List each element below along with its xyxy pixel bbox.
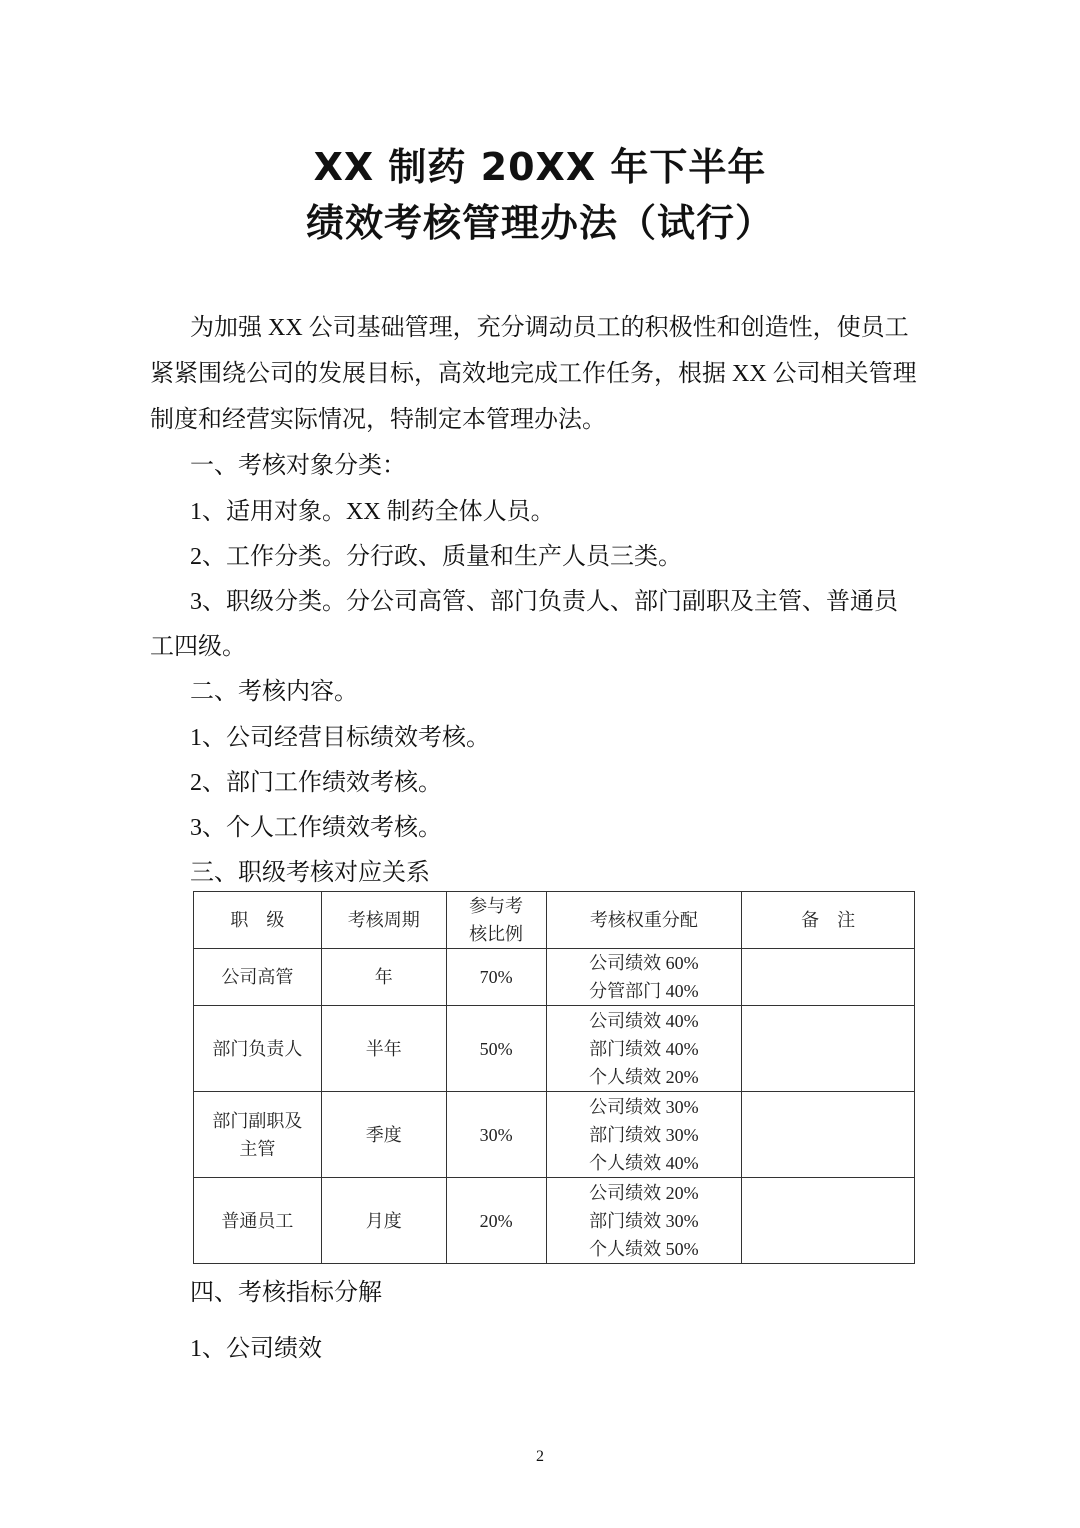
section4-item1: 1、公司绩效 [190, 1336, 322, 1362]
cell-level: 部门副职及 主管 [194, 1092, 322, 1178]
cell-weight: 公司绩效 40% 部门绩效 40% 个人绩效 20% [546, 1006, 742, 1092]
section1-heading: 一、考核对象分类： [190, 453, 406, 479]
cell-ratio: 30% [446, 1092, 546, 1178]
section1-item2: 2、工作分类。分行政、质量和生产人员三类。 [190, 544, 682, 570]
cell-weight: 公司绩效 60% 分管部门 40% [546, 949, 742, 1006]
cell-remark [742, 1092, 915, 1178]
table-header-row [194, 892, 915, 949]
header-weight: 考核权重分配 [546, 892, 742, 949]
section3-heading: 三、职级考核对应关系 [190, 860, 430, 886]
cell-ratio: 70% [446, 949, 546, 1006]
cell-ratio: 50% [446, 1006, 546, 1092]
section1-item3-line2: 工四级。 [150, 634, 246, 660]
cell-remark [742, 1178, 915, 1264]
document-title-line1: XX 制药 20XX 年下半年 [313, 145, 767, 189]
intro-line-1: 为加强 XX 公司基础管理，充分调动员工的积极性和创造性，使员工 [190, 315, 909, 341]
cell-period: 季度 [321, 1092, 446, 1178]
section1-item3-line1: 3、职级分类。分公司高管、部门负责人、部门副职及主管、普通员 [190, 589, 898, 615]
section4-heading: 四、考核指标分解 [190, 1280, 382, 1306]
cell-level: 公司高管 [194, 949, 322, 1006]
table-row [194, 1178, 915, 1264]
cell-period: 半年 [321, 1006, 446, 1092]
intro-line-2: 紧紧围绕公司的发展目标，高效地完成工作任务，根据 XX 公司相关管理 [150, 361, 917, 387]
intro-paragraph [150, 305, 950, 443]
header-period: 考核周期 [321, 892, 446, 949]
document-title-line2: 绩效考核管理办法（试行） [305, 201, 774, 245]
cell-weight: 公司绩效 30% 部门绩效 30% 个人绩效 40% [546, 1092, 742, 1178]
cell-remark [742, 949, 915, 1006]
cell-weight: 公司绩效 20% 部门绩效 30% 个人绩效 50% [546, 1178, 742, 1264]
intro-line-3: 制度和经营实际情况，特制定本管理办法。 [150, 407, 606, 433]
table-row [194, 949, 915, 1006]
header-level: 职 级 [194, 892, 322, 949]
section1-item1: 1、适用对象。XX 制药全体人员。 [190, 499, 555, 525]
header-remark: 备 注 [742, 892, 915, 949]
level-assessment-table [193, 891, 915, 1264]
cell-ratio: 20% [446, 1178, 546, 1264]
cell-period: 月度 [321, 1178, 446, 1264]
cell-level: 部门负责人 [194, 1006, 322, 1092]
page-number: 2 [536, 1448, 544, 1465]
section2-item2: 2、部门工作绩效考核。 [190, 770, 442, 796]
table-row [194, 1092, 915, 1178]
section2-item1: 1、公司经营目标绩效考核。 [190, 725, 490, 751]
table-row [194, 1006, 915, 1092]
cell-level: 普通员工 [194, 1178, 322, 1264]
section2-heading: 二、考核内容。 [190, 679, 358, 705]
header-ratio: 参与考 核比例 [446, 892, 546, 949]
section2-item3: 3、个人工作绩效考核。 [190, 815, 442, 841]
cell-remark [742, 1006, 915, 1092]
cell-period: 年 [321, 949, 446, 1006]
